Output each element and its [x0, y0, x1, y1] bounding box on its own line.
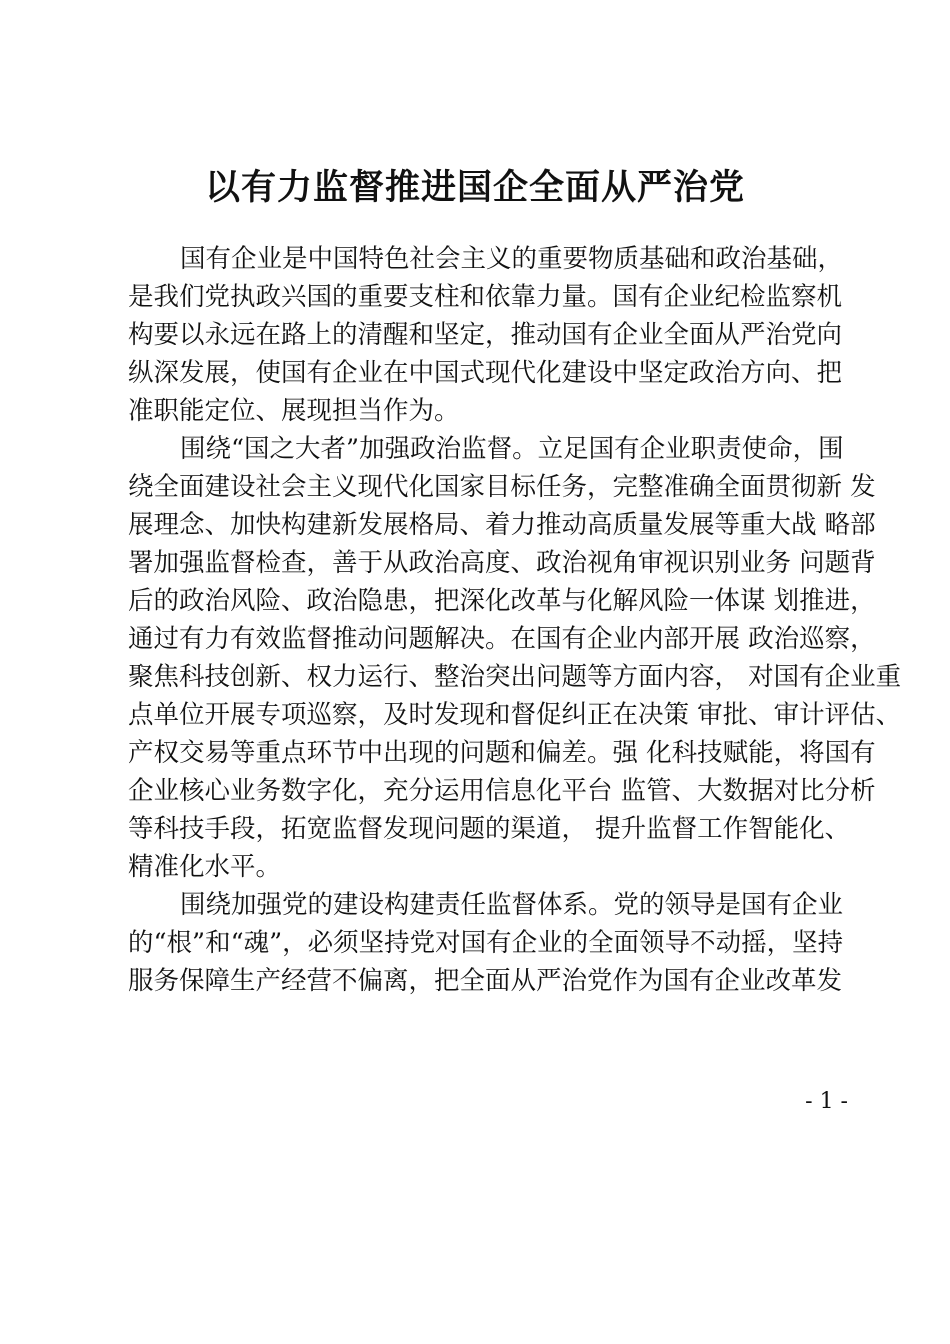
text-line: 国有企业是中国特色社会主义的重要物质基础和政治基础， — [180, 244, 844, 274]
document-title: 以有力监督推进国企全面从严治党 — [204, 167, 745, 208]
text-line: 纵深发展，使国有企业在中国式现代化建设中坚定政治方向、把 — [128, 358, 843, 388]
text-line: 绕全面建设社会主义现代化国家目标任务，完整准确全面贯彻新 发 — [128, 472, 876, 502]
text-line: 准职能定位、展现担当作为。 — [128, 396, 460, 426]
page-number: - 1 - — [805, 1089, 848, 1114]
text-line: 精准化水平。 — [128, 852, 282, 882]
text-line: 服务保障生产经营不偏离，把全面从严治党作为国有企业改革发 — [128, 966, 843, 996]
document-body — [128, 240, 902, 1000]
text-line: 展理念、加快构建新发展格局、着力推动高质量发展等重大战 略部 — [128, 510, 876, 540]
text-line: 后的政治风险、政治隐患，把深化改革与化解风险一体谋 划推进， — [128, 586, 876, 616]
text-line: 聚焦科技创新、权力运行、整治突出问题等方面内容， 对国有企业重 — [128, 662, 902, 692]
text-line: 构要以永远在路上的清醒和坚定，推动国有企业全面从严治党向 — [128, 320, 843, 350]
text-line: 围绕“国之大者”加强政治监督。立足国有企业职责使命，围 — [180, 434, 844, 464]
text-line: 通过有力有效监督推动问题解决。在国有企业内部开展 政治巡察， — [128, 624, 876, 654]
text-line: 署加强监督检查，善于从政治高度、政治视角审视识别业务 问题背 — [128, 548, 876, 578]
text-line: 的“根”和“魂”，必须坚持党对国有企业的全面领导不动摇，坚持 — [128, 928, 844, 958]
text-line: 点单位开展专项巡察，及时发现和督促纠正在决策 审批、审计评估、 — [128, 700, 902, 730]
text-line: 是我们党执政兴国的重要支柱和依靠力量。国有企业纪检监察机 — [128, 282, 843, 312]
text-line: 等科技手段，拓宽监督发现问题的渠道， 提升监督工作智能化、 — [128, 814, 851, 844]
text-line: 产权交易等重点环节中出现的问题和偏差。强 化科技赋能，将国有 — [128, 738, 876, 768]
text-line: 围绕加强党的建设构建责任监督体系。党的领导是国有企业 — [180, 890, 844, 920]
text-line: 企业核心业务数字化，充分运用信息化平台 监管、大数据对比分析 — [128, 776, 876, 806]
